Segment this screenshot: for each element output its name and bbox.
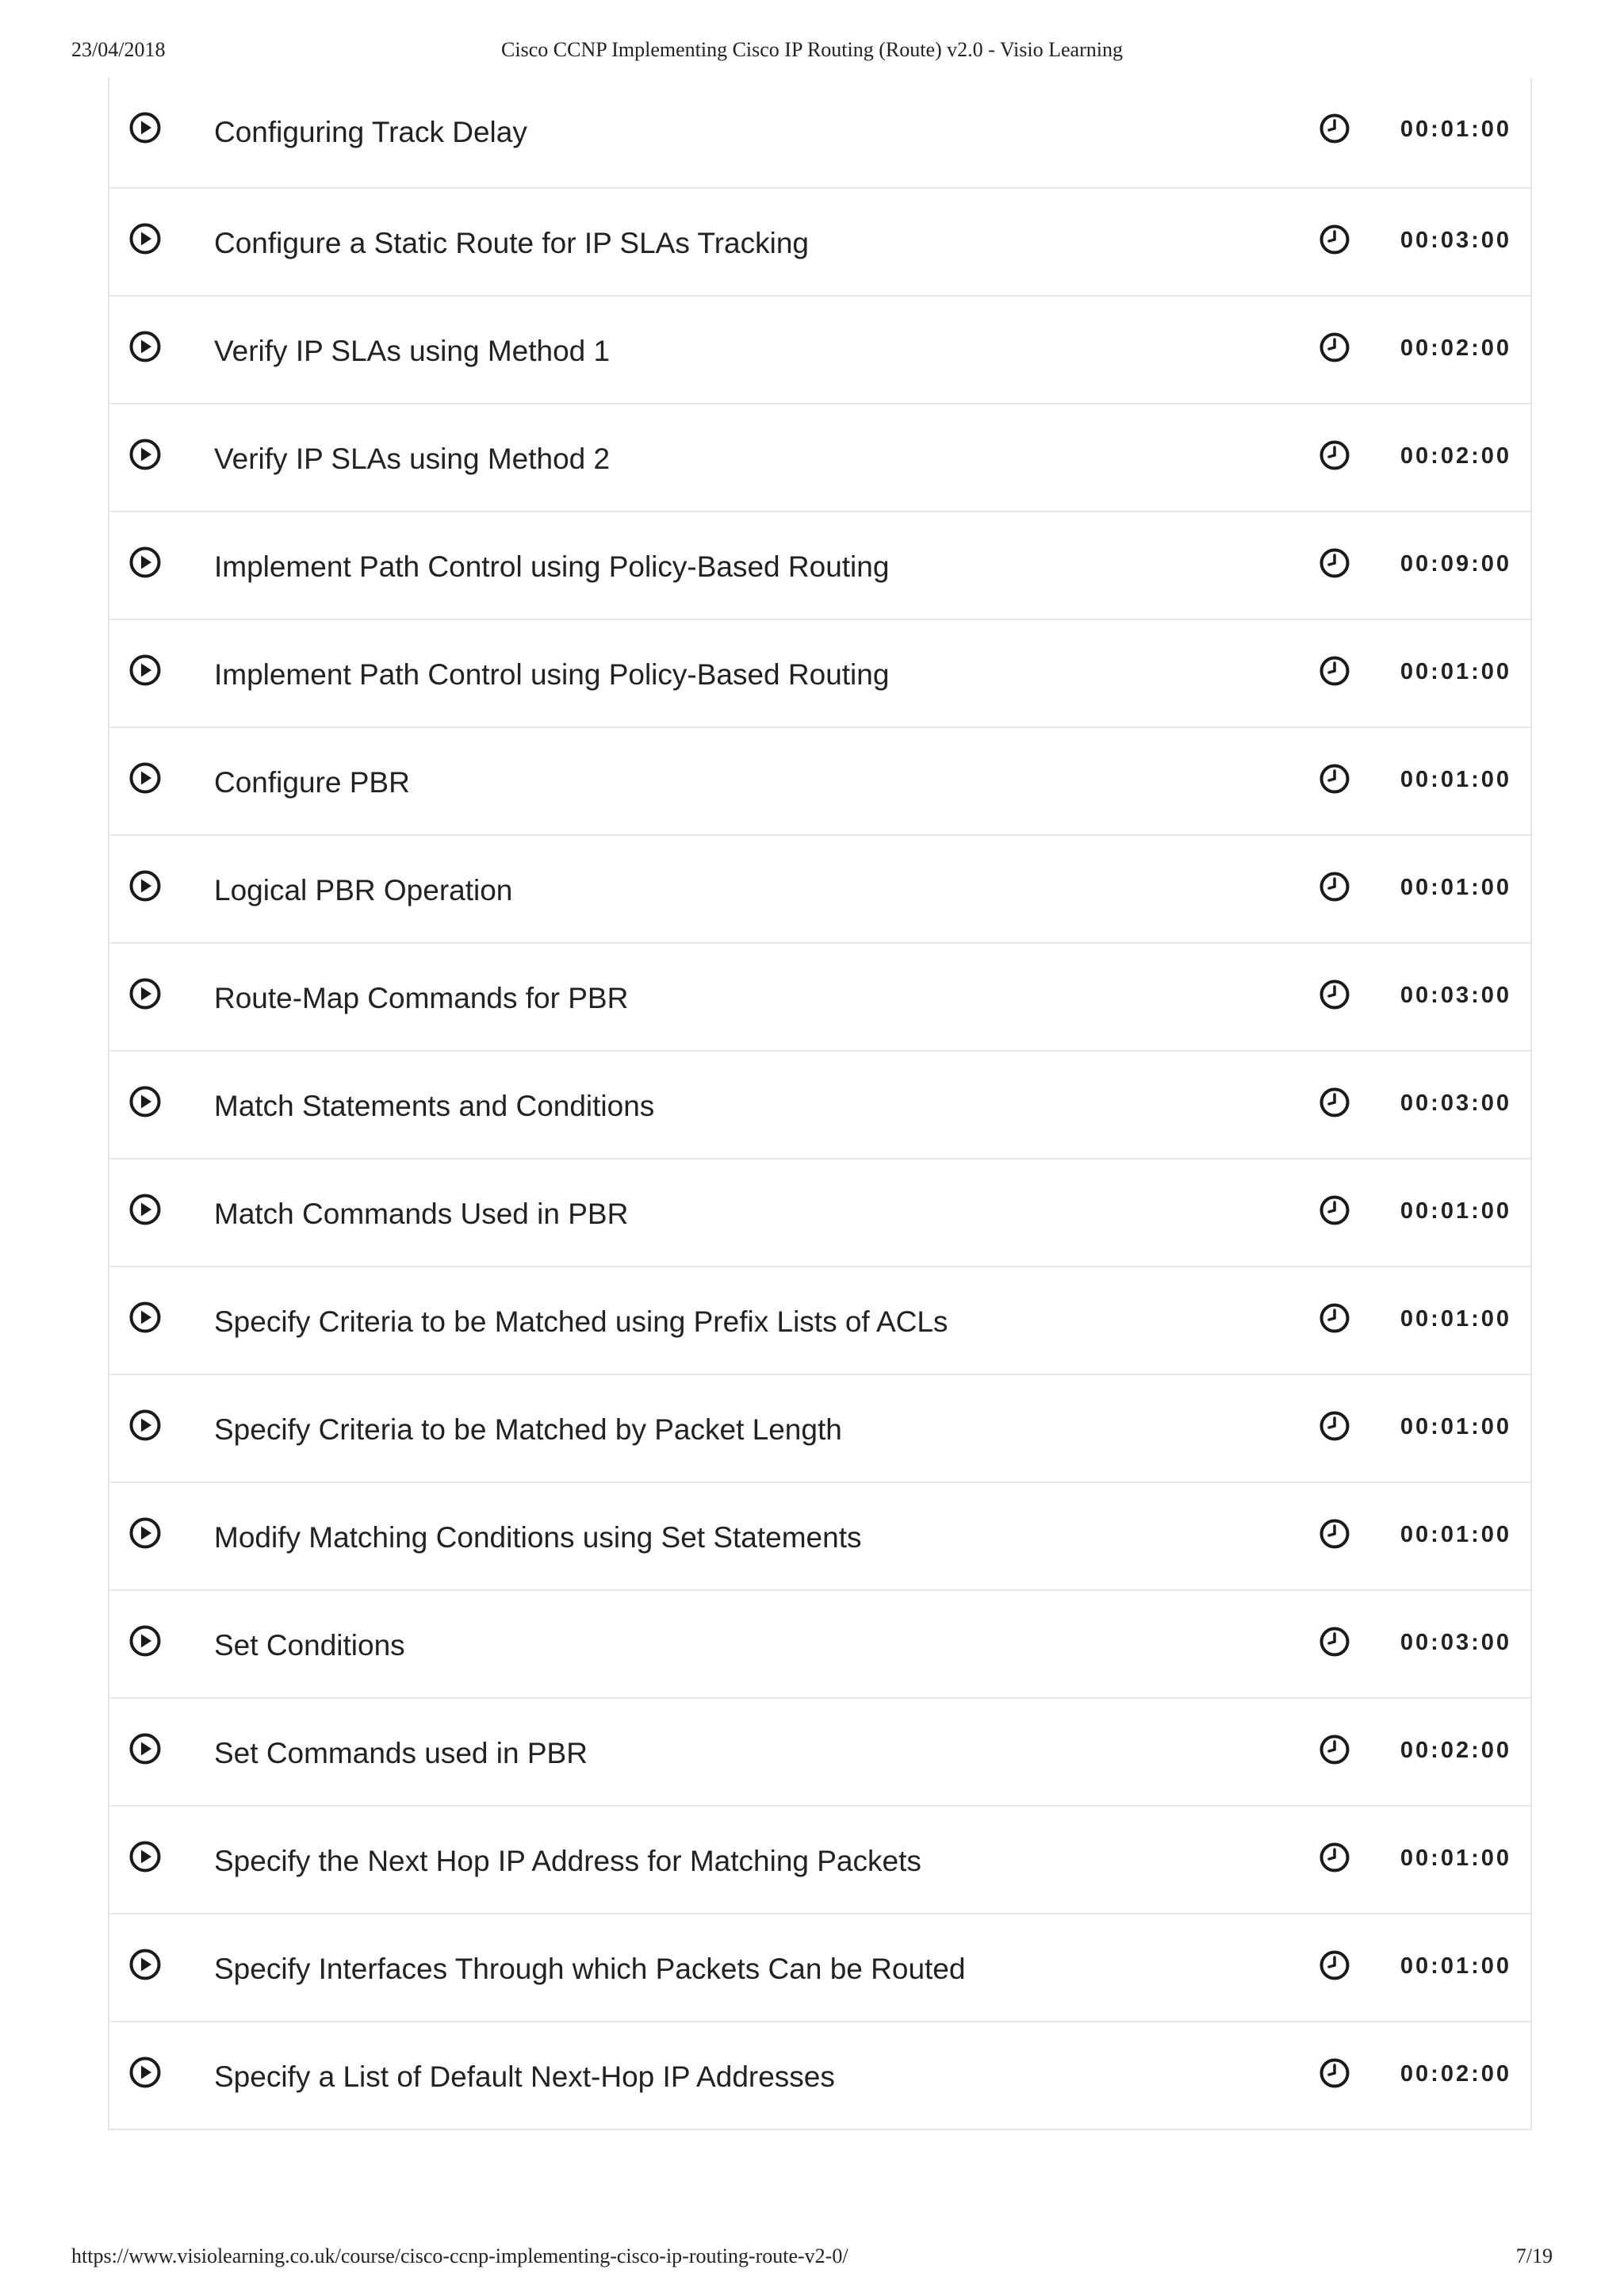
lesson-row[interactable] [109,2021,1530,2129]
clock-icon [1319,1410,1350,1442]
lesson-list [108,78,1532,2130]
lesson-row[interactable] [109,1050,1530,1158]
clock-icon [1319,1626,1350,1658]
lesson-title[interactable]: Set Conditions [214,1629,405,1662]
clock-icon [1319,763,1350,795]
page-url: https://www.visiolearning.co.uk/course/cisco-ccnp-implementing-cisco-ip-routing-route-v2-0/ [71,2244,848,2267]
lesson-duration: 00:01:00 [1400,659,1511,684]
print-date: 23/04/2018 [71,38,166,61]
lesson-title[interactable]: Configuring Track Delay [214,116,527,148]
print-footer [71,2244,1553,2276]
clock-icon [1319,224,1350,255]
clock-icon [1319,2057,1350,2089]
lesson-title[interactable]: Route-Map Commands for PBR [214,982,629,1014]
print-header [71,38,1553,70]
lesson-duration: 00:03:00 [1400,983,1511,1008]
lesson-duration: 00:01:00 [1400,767,1511,792]
lesson-row[interactable] [109,834,1530,942]
lesson-row[interactable] [109,1589,1530,1697]
clock-icon [1319,1194,1350,1226]
lesson-duration: 00:09:00 [1400,551,1511,577]
lesson-duration: 00:01:00 [1400,875,1511,900]
clock-icon [1319,979,1350,1010]
document-title: Cisco CCNP Implementing Cisco IP Routing (Route) v2.0 - Visio Learning [501,38,1123,61]
lesson-duration: 00:01:00 [1400,1414,1511,1439]
lesson-duration: 00:01:00 [1400,1522,1511,1547]
lesson-duration: 00:02:00 [1400,1738,1511,1763]
clock-icon [1319,1087,1350,1118]
play-circle-icon[interactable] [128,1409,162,1442]
play-circle-icon[interactable] [128,869,162,903]
lesson-duration: 00:01:00 [1400,1198,1511,1224]
lesson-row[interactable] [109,1481,1530,1589]
lesson-row[interactable] [109,78,1530,187]
play-circle-icon[interactable] [128,1301,162,1334]
clock-icon [1319,1842,1350,1873]
lesson-title[interactable]: Implement Path Control using Policy-Based Routing [214,658,890,691]
lesson-title[interactable]: Configure a Static Route for IP SLAs Tracking [214,227,809,259]
play-circle-icon[interactable] [128,1840,162,1873]
lesson-title[interactable]: Implement Path Control using Policy-Based Routing [214,550,890,583]
clock-icon [1319,1734,1350,1765]
lesson-row[interactable] [109,726,1530,834]
play-circle-icon[interactable] [128,1193,162,1226]
lesson-title[interactable]: Specify the Next Hop IP Address for Matching Packets [214,1845,921,1877]
lesson-duration: 00:01:00 [1400,1306,1511,1332]
lesson-row[interactable] [109,942,1530,1050]
lesson-duration: 00:01:00 [1400,117,1511,142]
lesson-duration: 00:03:00 [1400,228,1511,253]
clock-icon [1319,655,1350,687]
play-circle-icon[interactable] [128,438,162,471]
play-circle-icon[interactable] [128,1085,162,1118]
lesson-row[interactable] [109,1158,1530,1266]
lesson-row[interactable] [109,187,1530,295]
play-circle-icon[interactable] [128,654,162,687]
lesson-duration: 00:02:00 [1400,2061,1511,2087]
clock-icon [1319,439,1350,471]
play-circle-icon[interactable] [128,2056,162,2089]
clock-icon [1319,332,1350,363]
lesson-row[interactable] [109,1374,1530,1481]
play-circle-icon[interactable] [128,330,162,363]
page-number: 7/19 [1515,2244,1553,2267]
clock-icon [1319,871,1350,903]
lesson-row[interactable] [109,511,1530,619]
play-circle-icon[interactable] [128,1624,162,1658]
lesson-title[interactable]: Specify Criteria to be Matched by Packet Length [214,1413,842,1446]
lesson-row[interactable] [109,619,1530,726]
play-circle-icon[interactable] [128,761,162,795]
lesson-row[interactable] [109,295,1530,403]
lesson-title[interactable]: Verify IP SLAs using Method 2 [214,443,611,475]
lesson-title[interactable]: Modify Matching Conditions using Set Statements [214,1521,862,1554]
clock-icon [1319,1302,1350,1334]
play-circle-icon[interactable] [128,1732,162,1765]
lesson-row[interactable] [109,1805,1530,1913]
play-circle-icon[interactable] [128,111,162,144]
clock-icon [1319,547,1350,579]
lesson-title[interactable]: Specify a List of Default Next-Hop IP Addresses [214,2060,835,2093]
play-circle-icon[interactable] [128,1516,162,1550]
lesson-title[interactable]: Specify Criteria to be Matched using Prefix Lists of ACLs [214,1305,948,1338]
lesson-row[interactable] [109,1697,1530,1805]
lesson-duration: 00:03:00 [1400,1630,1511,1655]
play-circle-icon[interactable] [128,546,162,579]
lesson-title[interactable]: Set Commands used in PBR [214,1737,588,1769]
lesson-duration: 00:02:00 [1400,335,1511,361]
lesson-duration: 00:03:00 [1400,1091,1511,1116]
lesson-title[interactable]: Configure PBR [214,766,410,799]
clock-icon [1319,1949,1350,1981]
lesson-row[interactable] [109,1913,1530,2021]
play-circle-icon[interactable] [128,977,162,1010]
lesson-row[interactable] [109,403,1530,511]
lesson-title[interactable]: Specify Interfaces Through which Packets Can be Routed [214,1953,966,1985]
lesson-duration: 00:01:00 [1400,1846,1511,1871]
clock-icon [1319,1518,1350,1550]
lesson-row[interactable] [109,1266,1530,1374]
lesson-title[interactable]: Verify IP SLAs using Method 1 [214,335,611,367]
play-circle-icon[interactable] [128,1948,162,1981]
lesson-duration: 00:02:00 [1400,443,1511,469]
lesson-title[interactable]: Match Statements and Conditions [214,1090,655,1122]
lesson-duration: 00:01:00 [1400,1953,1511,1979]
play-circle-icon[interactable] [128,222,162,255]
lesson-title[interactable]: Match Commands Used in PBR [214,1198,629,1230]
lesson-title[interactable]: Logical PBR Operation [214,874,513,907]
clock-icon [1319,113,1350,144]
